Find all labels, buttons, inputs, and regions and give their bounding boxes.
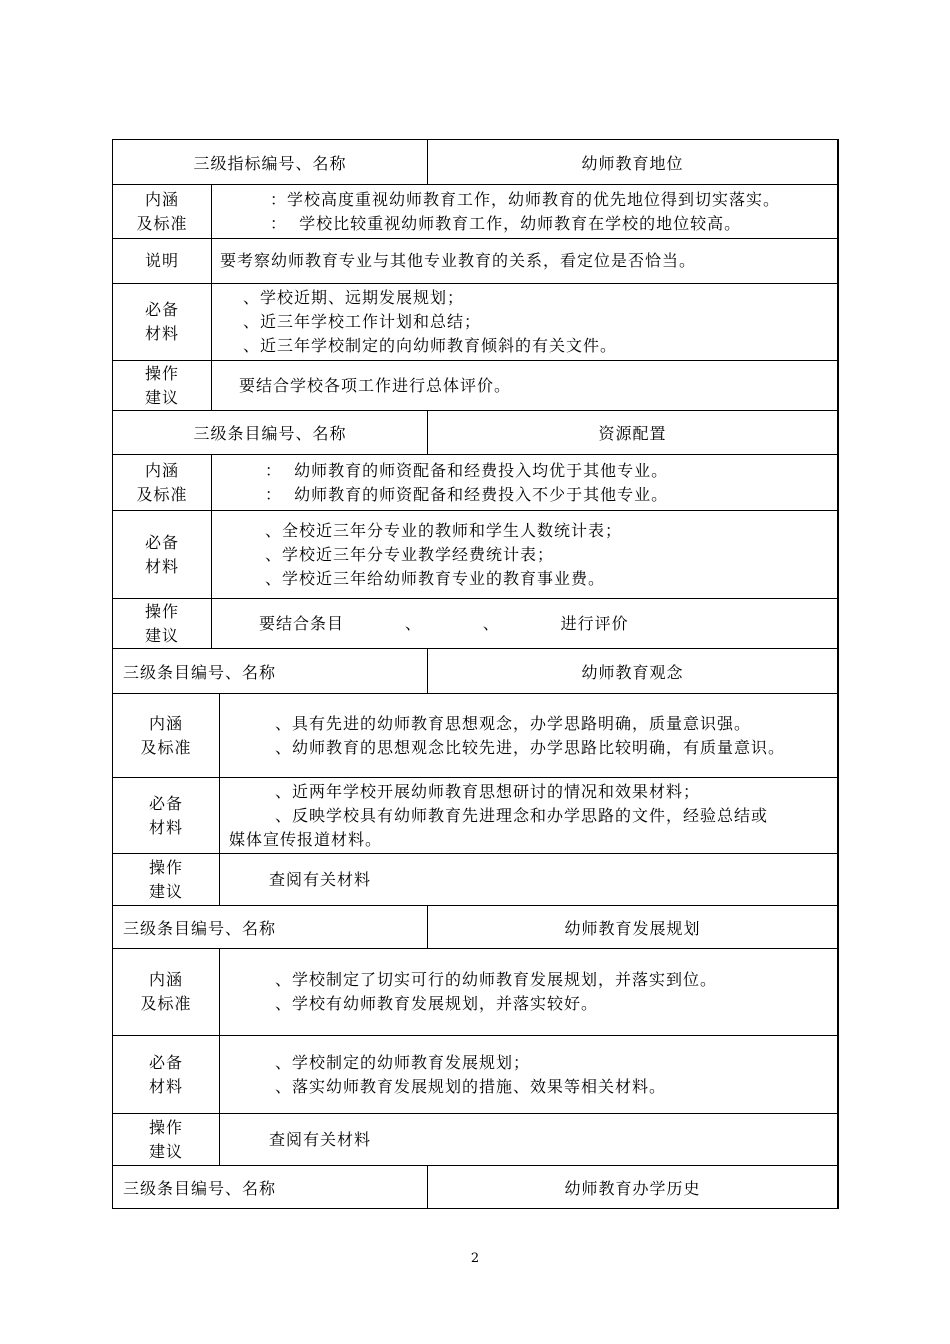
standard-line: ： 幼师教育的师资配备和经费投入不少于其他专业。	[265, 484, 669, 504]
materials-content	[243, 284, 617, 360]
materials-line: 、学校近期、远期发展规划；	[243, 288, 465, 307]
standard-content	[275, 694, 785, 777]
section-3-standard-row	[113, 694, 837, 778]
suggest-label: 操作 建议	[113, 361, 212, 410]
section-1-header-right: 幼师教育地位	[581, 153, 684, 173]
standard-label: 内涵 及标准	[113, 455, 212, 510]
standard-line: ：学校高度重视幼师教育工作，幼师教育的优先地位得到切实落实。	[270, 189, 781, 209]
section-2-header-right: 资源配置	[598, 424, 667, 443]
standard-label: 内涵 及标准	[113, 949, 220, 1035]
section-2-materials-row	[113, 511, 837, 599]
section-5-header-right: 幼师教育办学历史	[564, 1178, 701, 1198]
standard-label: 内涵 及标准	[113, 185, 212, 238]
suggest-content: 要结合学校各项工作进行总体评价。	[239, 375, 512, 395]
section-1-header-left: 三级指标编号、名称	[113, 140, 428, 184]
note-label: 说明	[113, 239, 212, 283]
page-number: 2	[470, 1251, 480, 1266]
section-4-header-left: 三级条目编号、名称	[113, 906, 428, 948]
section-3-header-right: 幼师教育观念	[581, 662, 684, 682]
materials-line: 、反映学校具有幼师教育先进理念和办学思路的文件，经验总结或	[275, 805, 769, 825]
section-1-note-row	[113, 239, 837, 284]
section-1-suggest-row	[113, 361, 837, 411]
standard-label: 内涵 及标准	[113, 694, 220, 777]
materials-content	[265, 511, 622, 598]
standard-line: 、幼师教育的思想观念比较先进，办学思路比较明确，有质量意识。	[275, 737, 786, 757]
section-5-header-row	[113, 1166, 837, 1208]
section-1-materials-row	[113, 284, 837, 361]
materials-line: 、学校近三年给幼师教育专业的教育事业费。	[265, 568, 606, 588]
materials-line: 、学校制定的幼师教育发展规划；	[275, 1052, 531, 1072]
evaluation-table	[112, 139, 839, 1209]
materials-label: 必备 材料	[113, 284, 212, 360]
section-1-standard-row	[113, 185, 837, 239]
section-1-header-row	[113, 140, 837, 185]
materials-line: 、近三年学校制定的向幼师教育倾斜的有关文件。	[243, 336, 618, 355]
section-4-standard-row	[113, 949, 837, 1036]
materials-line: 、近两年学校开展幼师教育思想研讨的情况和效果材料；	[275, 781, 701, 801]
section-2-suggest-row	[113, 599, 837, 649]
suggest-content: 查阅有关材料	[269, 869, 372, 889]
materials-line: 、落实幼师教育发展规划的措施、效果等相关材料。	[275, 1076, 667, 1096]
section-3-header-row	[113, 649, 837, 694]
materials-content	[275, 1036, 666, 1113]
standard-content	[275, 949, 717, 1035]
materials-line: 、近三年学校工作计划和总结；	[243, 312, 482, 331]
suggest-label: 操作 建议	[113, 599, 212, 648]
section-4-materials-row	[113, 1036, 837, 1114]
section-4-header-right: 幼师教育发展规划	[564, 918, 701, 938]
suggest-label: 操作 建议	[113, 854, 220, 905]
suggest-content: 要结合条目 、 、 进行评价	[259, 613, 629, 633]
standard-line: 、学校制定了切实可行的幼师教育发展规划，并落实到位。	[275, 970, 718, 989]
standard-content	[265, 455, 668, 510]
section-2-standard-row	[113, 455, 837, 511]
section-5-header-left: 三级条目编号、名称	[113, 1166, 428, 1208]
section-4-header-row	[113, 906, 837, 949]
standard-line: ： 幼师教育的师资配备和经费投入均优于其他专业。	[265, 460, 669, 480]
section-4-suggest-row	[113, 1114, 837, 1166]
standard-line: 、学校有幼师教育发展规划，并落实较好。	[275, 994, 599, 1013]
note-content: 要考察幼师教育专业与其他专业教育的关系，看定位是否恰当。	[220, 251, 697, 270]
materials-label: 必备 材料	[113, 778, 220, 853]
section-3-header-left: 三级条目编号、名称	[113, 649, 428, 693]
section-3-suggest-row	[113, 854, 837, 906]
suggest-content: 查阅有关材料	[269, 1129, 372, 1149]
materials-label: 必备 材料	[113, 511, 212, 598]
section-2-header-row	[113, 411, 837, 455]
section-3-materials-row	[113, 778, 837, 854]
materials-line: 、全校近三年分专业的教师和学生人数统计表；	[265, 520, 623, 540]
materials-line: 、学校近三年分专业教学经费统计表；	[265, 544, 555, 564]
section-2-header-left: 三级条目编号、名称	[113, 411, 428, 454]
suggest-label: 操作 建议	[113, 1114, 220, 1165]
standard-line: ： 学校比较重视幼师教育工作，幼师教育在学校的地位较高。	[270, 213, 742, 233]
materials-content	[229, 778, 768, 853]
standard-content	[270, 185, 780, 238]
standard-line: 、具有先进的幼师教育思想观念，办学思路明确，质量意识强。	[275, 713, 752, 733]
materials-label: 必备 材料	[113, 1036, 220, 1113]
materials-line: 媒体宣传报道材料。	[229, 829, 383, 849]
